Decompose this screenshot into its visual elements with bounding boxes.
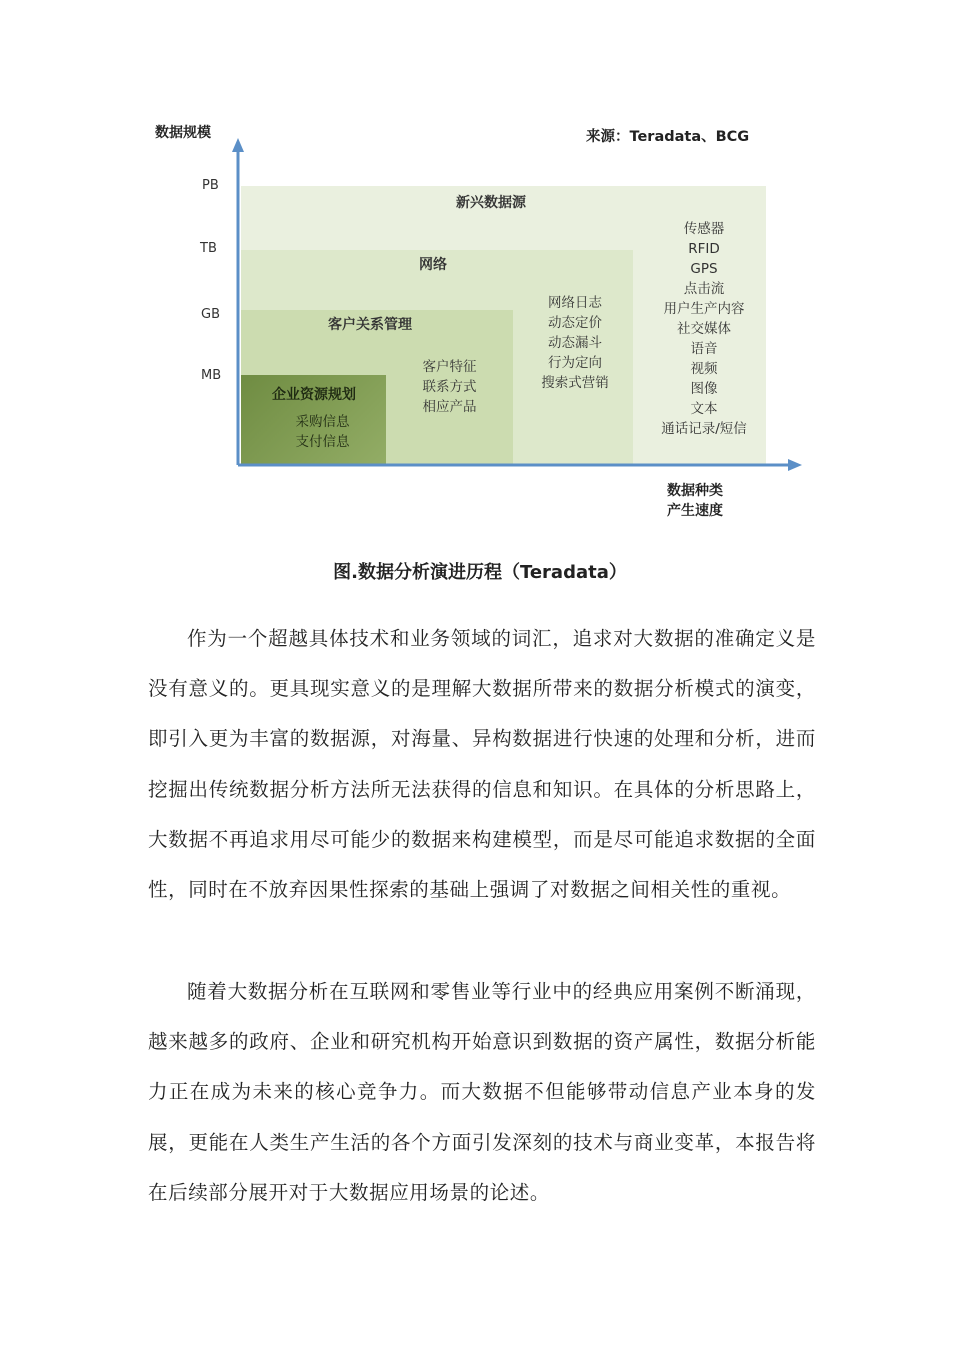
list-item: 社交媒体 [677, 321, 731, 337]
list-item: 语音 [690, 341, 718, 357]
crm-title: 客户关系管理 [328, 317, 412, 333]
erp-title: 企业资源规划 [272, 387, 356, 403]
list-item: RFID [688, 241, 720, 257]
y-tick-tb: TB [200, 241, 217, 256]
list-item: 采购信息 [295, 414, 350, 430]
x-axis-label-line2: 产生速度 [667, 503, 723, 519]
web-items [525, 293, 625, 393]
list-item: 图像 [690, 381, 718, 397]
body-paragraph-2: 随着大数据分析在互联网和零售业等行业中的经典应用案例不断涌现，越来越多的政府、企业和研究机构开始意识到数据的资产属性，数据分析能力正在成为未来的核心竞争力。而大数据不但能够带动信息产业本身的发展，更能在人类生产生活的各个方面引发深刻的技术与商业变革，本报告将在后续部分展开对于大数据应用场景的论述。 [148, 980, 816, 1204]
list-item: 通话记录/短信 [661, 421, 747, 437]
web-title: 网络 [419, 257, 447, 273]
list-item: GPS [690, 261, 718, 277]
source-note: 来源：Teradata、BCG [586, 129, 750, 145]
list-item: 支付信息 [295, 434, 350, 450]
erp-items [275, 412, 370, 452]
emerging-title: 新兴数据源 [456, 195, 526, 211]
y-tick-mb: MB [201, 368, 222, 383]
list-item: 视频 [690, 361, 718, 377]
list-item: 网络日志 [548, 295, 602, 311]
y-tick-pb: PB [202, 178, 219, 193]
list-item: 联系方式 [422, 379, 477, 395]
list-item: 动态漏斗 [548, 335, 602, 351]
data-evolution-figure [140, 100, 820, 530]
list-item: 动态定价 [548, 315, 602, 331]
list-item: 传感器 [683, 221, 725, 237]
figure-caption: 图.数据分析演进历程（Teradata） [333, 562, 627, 583]
list-item: 搜索式营销 [541, 375, 609, 391]
crm-items [402, 357, 497, 417]
list-item: 用户生产内容 [663, 301, 745, 317]
emerging-items [640, 219, 768, 439]
list-item: 相应产品 [422, 399, 477, 415]
list-item: 行为定向 [548, 355, 602, 371]
x-axis-label-line1: 数据种类 [667, 483, 723, 499]
list-item: 点击流 [683, 281, 725, 297]
body-paragraph-1: 作为一个超越具体技术和业务领域的词汇，追求对大数据的准确定义是没有意义的。更具现实意义的是理解大数据所带来的数据分析模式的演变，即引入更为丰富的数据源，对海量、异构数据进行快速的处理和分析，进而挖掘出传统数据分析方法所无法获得的信息和知识。在具体的分析思路上，大数据不再追求用尽可能少的数据来构建模型，而是尽可能追求数据的全面性，同时在不放弃因果性探索的基础上强调了对数据之间相关性的重视。 [148, 627, 816, 902]
y-axis-label: 数据规模 [155, 125, 211, 141]
y-tick-gb: GB [201, 307, 220, 322]
list-item: 文本 [690, 401, 718, 417]
list-item: 客户特征 [422, 359, 477, 375]
